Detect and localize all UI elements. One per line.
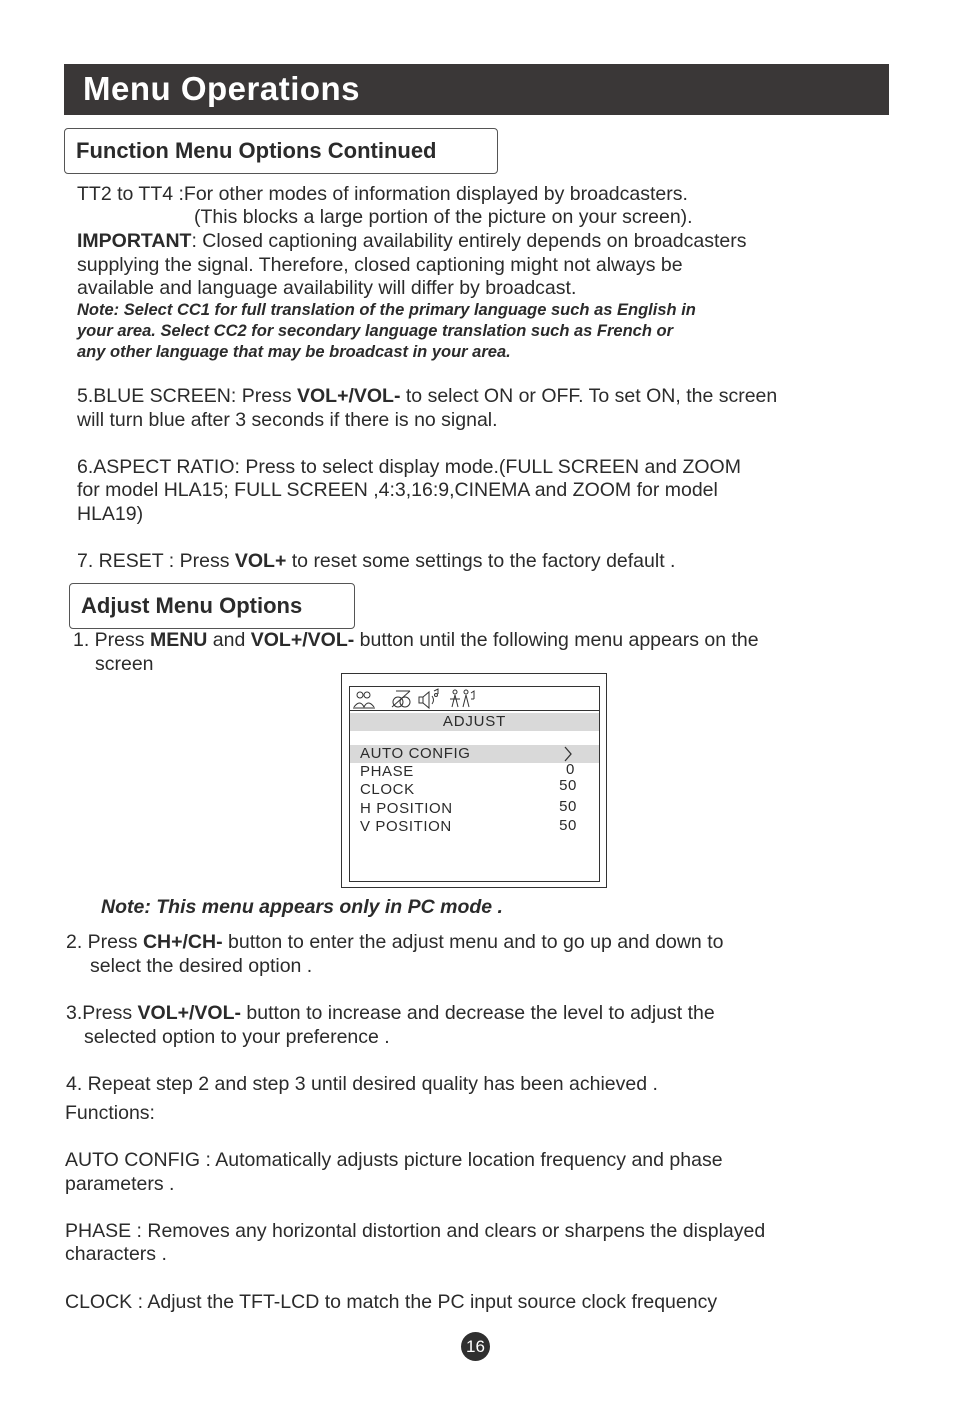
menu-note: Note: This menu appears only in PC mode . [101,896,503,918]
menu-icons [350,687,599,711]
section-heading-function-menu [64,128,498,174]
tt-line-1: TT2 to TT4 :For other modes of information displayed by broadcasters. [77,183,688,205]
step1-mid: and [207,629,251,651]
step3-line-1 [66,1001,715,1025]
adjust-menu-screen [349,686,600,882]
important-text: : Closed captioning availability entirely depends on broadcasters [191,230,747,252]
adjust-menu-illustration [341,673,607,888]
menu-row-clock[interactable] [350,777,599,799]
function-icon [450,690,474,707]
page-header [64,64,889,115]
page-number: 16 [461,1332,490,1361]
menu-row-value: 50 [559,798,577,815]
section-heading-label: Function Menu Options Continued [76,138,437,163]
reset-post: to reset some settings to the factory default . [286,550,676,572]
tt-line-2: (This blocks a large portion of the picture on your screen). [194,206,693,228]
important-line-3: available and language availability will differ by broadcast. [77,277,577,299]
step2-line-1 [66,930,723,954]
menu-row-auto-config[interactable] [350,745,599,763]
step3-pre: 3.Press [66,1002,138,1024]
step2-pre: 2. Press [66,931,143,953]
step1-post: button until the following menu appears on the [354,629,759,651]
blue-screen-post: to select ON or OFF. To set ON, the screen [400,385,778,407]
step3-key: VOL+/VOL- [137,1002,242,1024]
adjust-menu-title: ADJUST [350,713,599,731]
step3-post: button to increase and decrease the level to adjust the [241,1002,715,1024]
menu-row-label: PHASE [360,763,414,780]
menu-row-label: CLOCK [360,781,415,798]
settings-icon [392,691,410,707]
picture-icon [353,692,375,708]
blue-screen-pre: 5.BLUE SCREEN: Press [77,385,297,407]
menu-row-v-position[interactable] [350,818,599,836]
step2-post: button to enter the adjust menu and to go up and down to [222,931,724,953]
blue-screen-line-2: will turn blue after 3 seconds if there is no signal. [77,409,498,431]
cc-note-line-2: your area. Select CC2 for secondary language translation such as French or [77,322,674,340]
phase-line-1: PHASE : Removes any horizontal distortion and clears or sharpens the displayed [65,1220,766,1242]
menu-row-label: V POSITION [360,818,452,835]
menu-row-h-position[interactable] [350,800,599,818]
phase-line-2: characters . [65,1243,167,1265]
aspect-line-2: for model HLA15; FULL SCREEN ,4:3,16:9,CINEMA and ZOOM for model [77,479,718,501]
cc-note-line-3: any other language that may be broadcast in your area. [77,343,511,361]
step1-key-menu: MENU [149,629,208,651]
reset-pre: 7. RESET : Press [77,550,235,572]
step3-line-2: selected option to your preference . [84,1026,390,1048]
aspect-line-1: 6.ASPECT RATIO: Press to select display mode.(FULL SCREEN and ZOOM [77,456,741,478]
auto-config-line-1: AUTO CONFIG : Automatically adjusts picture location frequency and phase [65,1149,723,1171]
clock-line: CLOCK : Adjust the TFT-LCD to match the PC input source clock frequency [65,1291,718,1313]
step1-line-1 [73,628,759,652]
step1-line-2: screen [95,653,154,675]
important-label: IMPORTANT [77,230,192,252]
menu-icon-bar [350,687,599,711]
step2-key: CH+/CH- [142,931,223,953]
menu-row-value: 50 [559,777,577,794]
menu-row-label: H POSITION [360,800,453,817]
sound-icon [419,689,438,708]
menu-row-label: AUTO CONFIG [360,745,471,762]
auto-config-line-2: parameters . [65,1173,175,1195]
blue-screen-line-1 [77,384,777,408]
step1-pre: 1. Press [73,629,150,651]
section-heading-adjust-menu [69,583,355,629]
menu-row-value: 0 [566,761,575,778]
step2-line-2: select the desired option . [90,955,313,977]
section-heading-label: Adjust Menu Options [81,593,303,618]
chevron-right-icon [563,746,573,762]
blue-screen-key: VOL+/VOL- [296,385,401,407]
functions-label: Functions: [65,1102,155,1124]
aspect-line-3: HLA19) [77,503,144,525]
step1-key-vol: VOL+/VOL- [250,629,355,651]
cc-note-line-1: Note: Select CC1 for full translation of the primary language such as English in [77,301,696,319]
reset-key: VOL+ [234,550,287,572]
menu-row-value: 50 [559,817,577,834]
important-line-2: supplying the signal. Therefore, closed captioning might not always be [77,254,683,276]
reset-line [77,549,675,573]
important-line-1 [77,229,746,253]
step4-line: 4. Repeat step 2 and step 3 until desired quality has been achieved . [66,1073,658,1095]
page-title: Menu Operations [83,70,361,107]
